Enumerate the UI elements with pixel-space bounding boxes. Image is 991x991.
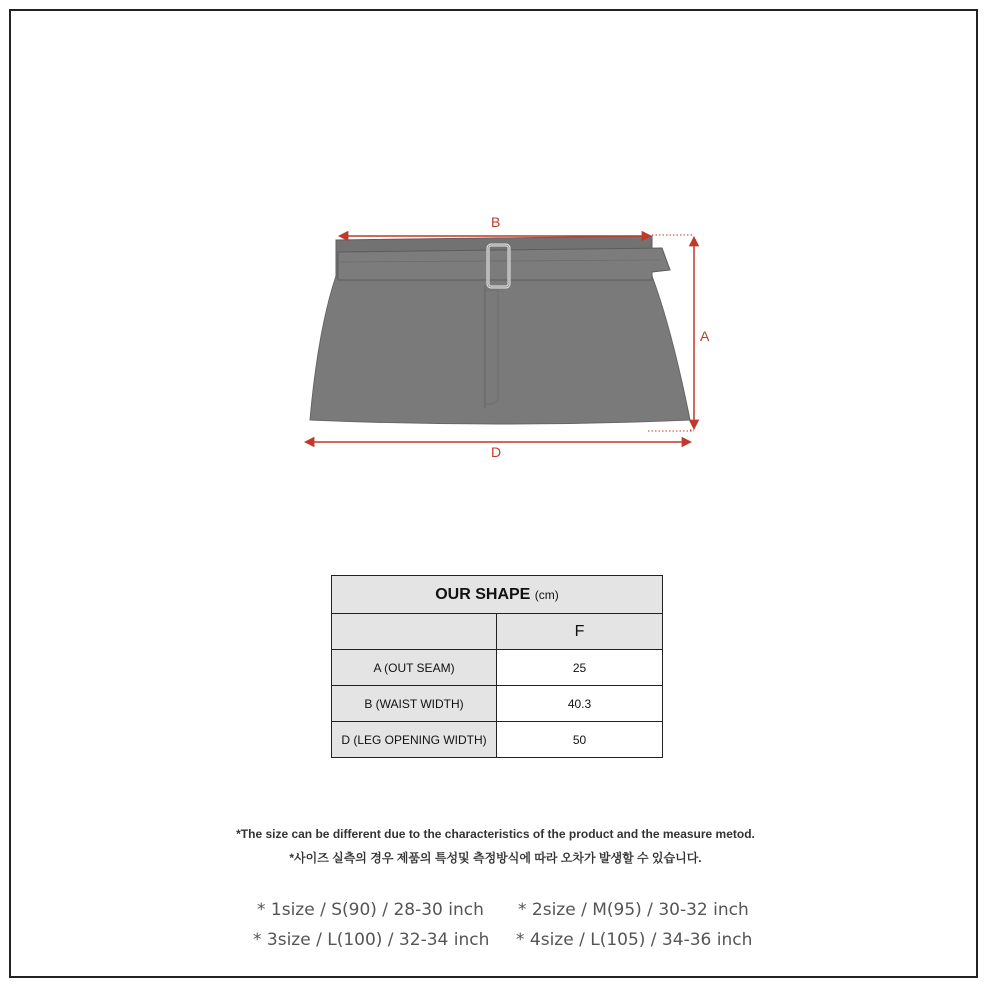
row-value: 40.3 [497, 686, 663, 722]
row-value: 25 [497, 650, 663, 686]
table-header-row [332, 614, 663, 650]
dimension-b-label: B [491, 214, 501, 230]
table-size-header: F [497, 614, 663, 650]
table-row [332, 650, 663, 686]
table-row [332, 686, 663, 722]
dimension-d-label: D [491, 444, 502, 460]
row-label: B (WAIST WIDTH) [332, 686, 497, 722]
table-row [332, 722, 663, 758]
size-guide-item: * 1size / S(90) / 28-30 inch [257, 900, 484, 920]
size-guide-item: * 4size / L(105) / 34-36 inch [516, 930, 753, 950]
dimension-a-label: A [700, 328, 710, 344]
size-table [331, 575, 663, 758]
row-value: 50 [497, 722, 663, 758]
table-title-text: OUR SHAPE [435, 585, 531, 603]
table-unit: (cm) [534, 587, 559, 602]
table-corner-cell [332, 614, 497, 650]
size-guide-item: * 2size / M(95) / 30-32 inch [518, 900, 749, 920]
table-title [332, 576, 663, 614]
row-label: A (OUT SEAM) [332, 650, 497, 686]
size-guide-item: * 3size / L(100) / 32-34 inch [253, 930, 490, 950]
note-korean: *사이즈 실측의 경우 제품의 특성및 측정방식에 따라 오차가 발생할 수 있습니다. [289, 851, 702, 865]
table-title-row [332, 576, 663, 614]
belt [338, 248, 670, 280]
note-english: *The size can be different due to the characteristics of the product and the measure metod. [236, 827, 755, 841]
skirt-body [310, 276, 690, 424]
row-label: D (LEG OPENING WIDTH) [332, 722, 497, 758]
